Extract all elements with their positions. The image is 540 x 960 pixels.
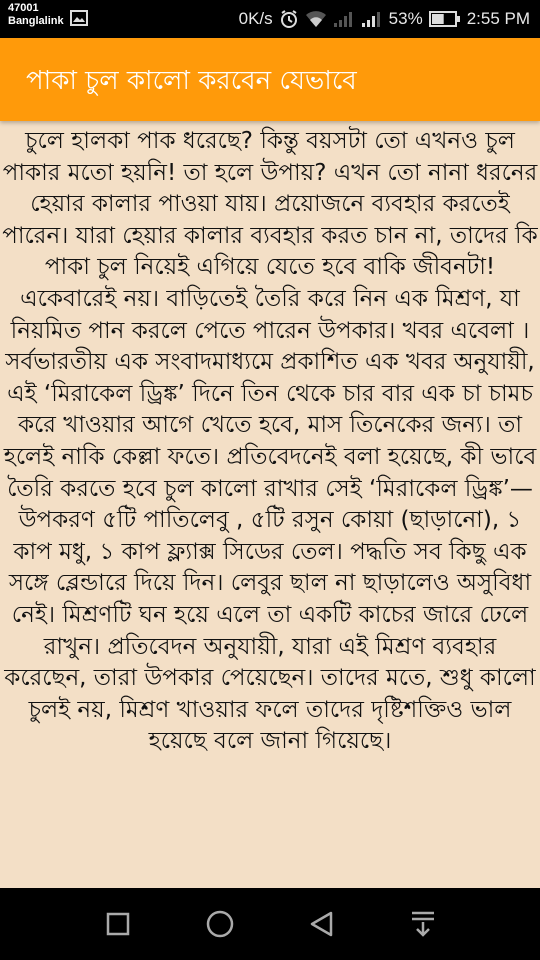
gallery-notification-icon xyxy=(70,10,88,30)
data-speed: 0K/s xyxy=(238,9,273,28)
navigation-bar xyxy=(0,888,540,960)
back-icon xyxy=(308,910,336,942)
recents-icon xyxy=(105,911,131,941)
carrier-code: 47001 xyxy=(8,2,39,14)
signal-icon-sim1 xyxy=(333,10,355,28)
status-indicators xyxy=(239,0,530,38)
recents-button[interactable] xyxy=(98,906,138,946)
home-button[interactable] xyxy=(200,906,240,946)
wifi-icon xyxy=(305,10,327,28)
battery-icon xyxy=(429,10,461,28)
notification-pull-icon xyxy=(410,910,436,942)
carrier-info xyxy=(8,2,64,28)
app-bar xyxy=(0,38,540,121)
alarm-icon xyxy=(279,9,299,29)
status-bar xyxy=(0,0,540,38)
battery-percent: 53% xyxy=(388,9,423,28)
clock: 2:55 PM xyxy=(466,9,530,28)
carrier-name: Banglalink xyxy=(8,15,64,27)
home-icon xyxy=(205,909,235,943)
page-title: পাকা চুল কালো করবেন যেভাবে xyxy=(26,66,357,96)
notification-pull-button[interactable] xyxy=(403,906,443,946)
article-body: চুলে হালকা পাক ধরেছে? কিন্তু বয়সটা তো এখনও চুল পাকার মতো হয়নি! তা হলে উপায়? এখন তো নানা ধরনের হেয়ার কালার পাওয়া যায়। প্রয়োজনে ব্যবহার করতেই পারেন। যারা হেয়ার কালার ব্যবহার করত চান না, তাদের কি পাকা চুল নিয়েই এগিয়ে যেতে হবে বাকি জীবনটা! একেবারেই নয়। বাড়িতেই তৈরি করে নিন এক মিশ্রণ, যা নিয়মিত পান করলে পেতে পারেন উপকার। খবর এবেলা । সর্বভারতীয় এক সংবাদমাধ্যমে প্রকাশিত এক খবর অনুযায়ী, এই ‘মিরাকেল ড্রিঙ্ক’ দিনে তিন থেকে চার বার এক চা চামচ করে খাওয়ার আগে খেতে হবে, মাস তিনেকের জন্য। তা হলেই নাকি কেল্লা ফতে। প্রতিবেদনেই বলা হয়েছে, কী ভাবে তৈরি করতে হবে চুল কালো রাখার সেই ‘মিরাকেল ড্রিঙ্ক’— উপকরণ ৫টি পাতিলেবু , ৫টি রসুন কোয়া (ছাড়ানো), ১ কাপ মধু, ১ কাপ ফ্ল্যাক্স সিডের তেল। পদ্ধতি সব কিছু এক সঙ্গে ব্লেন্ডারে দিয়ে দিন। লেবুর ছাল না ছাড়ালেও অসুবিধা নেই। মিশ্রণটি ঘন হয়ে এলে তা একটি কাচের জারে ঢেলে রাখুন। প্রতিবেদন অনুযায়ী, যারা এই মিশ্রণ ব্যবহার করেছেন, তারা উপকার পেয়েছেন। তাদের মতে, শুধু কালো চুলই নয়, মিশ্রণ খাওয়ার ফলে তাদের দৃষ্টিশক্তিও ভাল হয়েছে বলে জানা গিয়েছে। xyxy=(2,128,538,755)
signal-icon-sim2 xyxy=(361,10,383,28)
back-button[interactable] xyxy=(302,906,342,946)
